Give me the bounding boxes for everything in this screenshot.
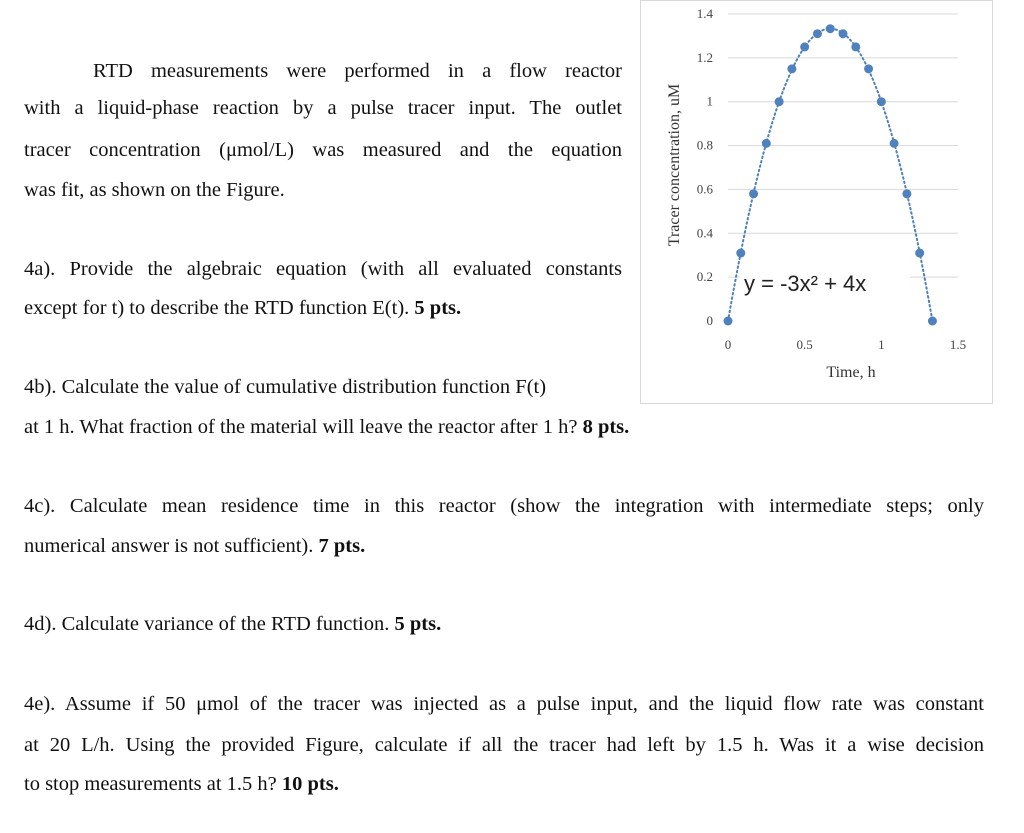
y-tick-label: 0.4 <box>696 225 713 241</box>
question-4c-text: numerical answer is not sufficient). <box>24 535 314 557</box>
rtd-chart <box>640 0 994 405</box>
data-point <box>724 317 733 326</box>
data-point <box>864 64 873 73</box>
data-point <box>851 42 860 51</box>
question-4e-line-1: 4e). Assume if 50 μmol of the tracer was injected as a pulse input, and the liquid flow rate was constant <box>24 693 984 715</box>
x-axis-label: Time, h <box>826 364 876 381</box>
rtd-chart-svg <box>640 0 994 405</box>
x-tick-label: 0.5 <box>796 337 813 352</box>
question-4b-line-2 <box>24 417 629 437</box>
data-point <box>826 24 835 33</box>
question-4a-line-2 <box>24 298 461 318</box>
question-4a-points: 5 pts. <box>414 297 462 319</box>
question-4e-text: to stop measurements at 1.5 h? <box>24 773 277 795</box>
data-point <box>736 249 745 258</box>
question-4b-points: 8 pts. <box>582 416 630 438</box>
question-4e-line-2: at 20 L/h. Using the provided Figure, calculate if all the tracer had left by 1.5 h. Was it a wise decision <box>24 734 984 756</box>
question-4c-line-1: 4c). Calculate mean residence time in this reactor (show the integration with intermediate steps; only <box>24 495 984 517</box>
question-4c-line-2 <box>24 536 365 556</box>
data-point <box>928 317 937 326</box>
y-tick-label: 1 <box>706 93 713 109</box>
data-point <box>762 139 771 148</box>
data-point <box>902 189 911 198</box>
intro-line-4: was fit, as shown on the Figure. <box>24 179 285 201</box>
y-tick-label: 1.2 <box>696 49 713 65</box>
y-tick-label: 0.8 <box>696 137 713 153</box>
data-point <box>775 97 784 106</box>
question-4d-line-1 <box>24 614 441 634</box>
y-tick-label: 0.2 <box>696 269 713 285</box>
question-4d-text: 4d). Calculate variance of the RTD function. <box>24 613 390 635</box>
y-tick-label: 1.4 <box>696 6 713 21</box>
data-point <box>890 139 899 148</box>
data-point <box>877 97 886 106</box>
question-4e-points: 10 pts. <box>281 773 339 795</box>
x-tick-label: 0 <box>724 337 732 352</box>
x-tick-label: 1 <box>878 337 885 352</box>
trendline-equation-label: y = -3x² + 4x <box>744 271 867 296</box>
question-4d-points: 5 pts. <box>394 613 442 635</box>
question-4b-line-1: 4b). Calculate the value of cumulative distribution function F(t) <box>24 376 547 398</box>
question-4b-text: at 1 h. What fraction of the material will leave the reactor after 1 h? <box>24 416 578 438</box>
intro-line-3: tracer concentration (μmol/L) was measured and the equation <box>24 139 622 161</box>
data-point <box>787 64 796 73</box>
intro-line-1: RTD measurements were performed in a flow reactor <box>93 60 622 82</box>
question-4a-line-1: 4a). Provide the algebraic equation (with all evaluated constants <box>24 258 622 280</box>
data-point <box>813 29 822 38</box>
question-4e-line-3 <box>24 774 339 794</box>
data-point <box>839 29 848 38</box>
y-tick-label: 0 <box>706 313 713 328</box>
data-point <box>915 249 924 258</box>
question-4c-points: 7 pts. <box>318 535 366 557</box>
y-tick-label: 0.6 <box>696 181 713 197</box>
question-4a-text: except for t) to describe the RTD function E(t). <box>24 297 410 319</box>
data-point <box>749 189 758 198</box>
chart-frame <box>641 1 993 404</box>
x-tick-label: 1.5 <box>949 337 967 352</box>
y-axis-label: Tracer concentration, uM <box>666 83 683 247</box>
data-point <box>800 42 809 51</box>
intro-line-2: with a liquid-phase reaction by a pulse tracer input. The outlet <box>24 97 622 119</box>
